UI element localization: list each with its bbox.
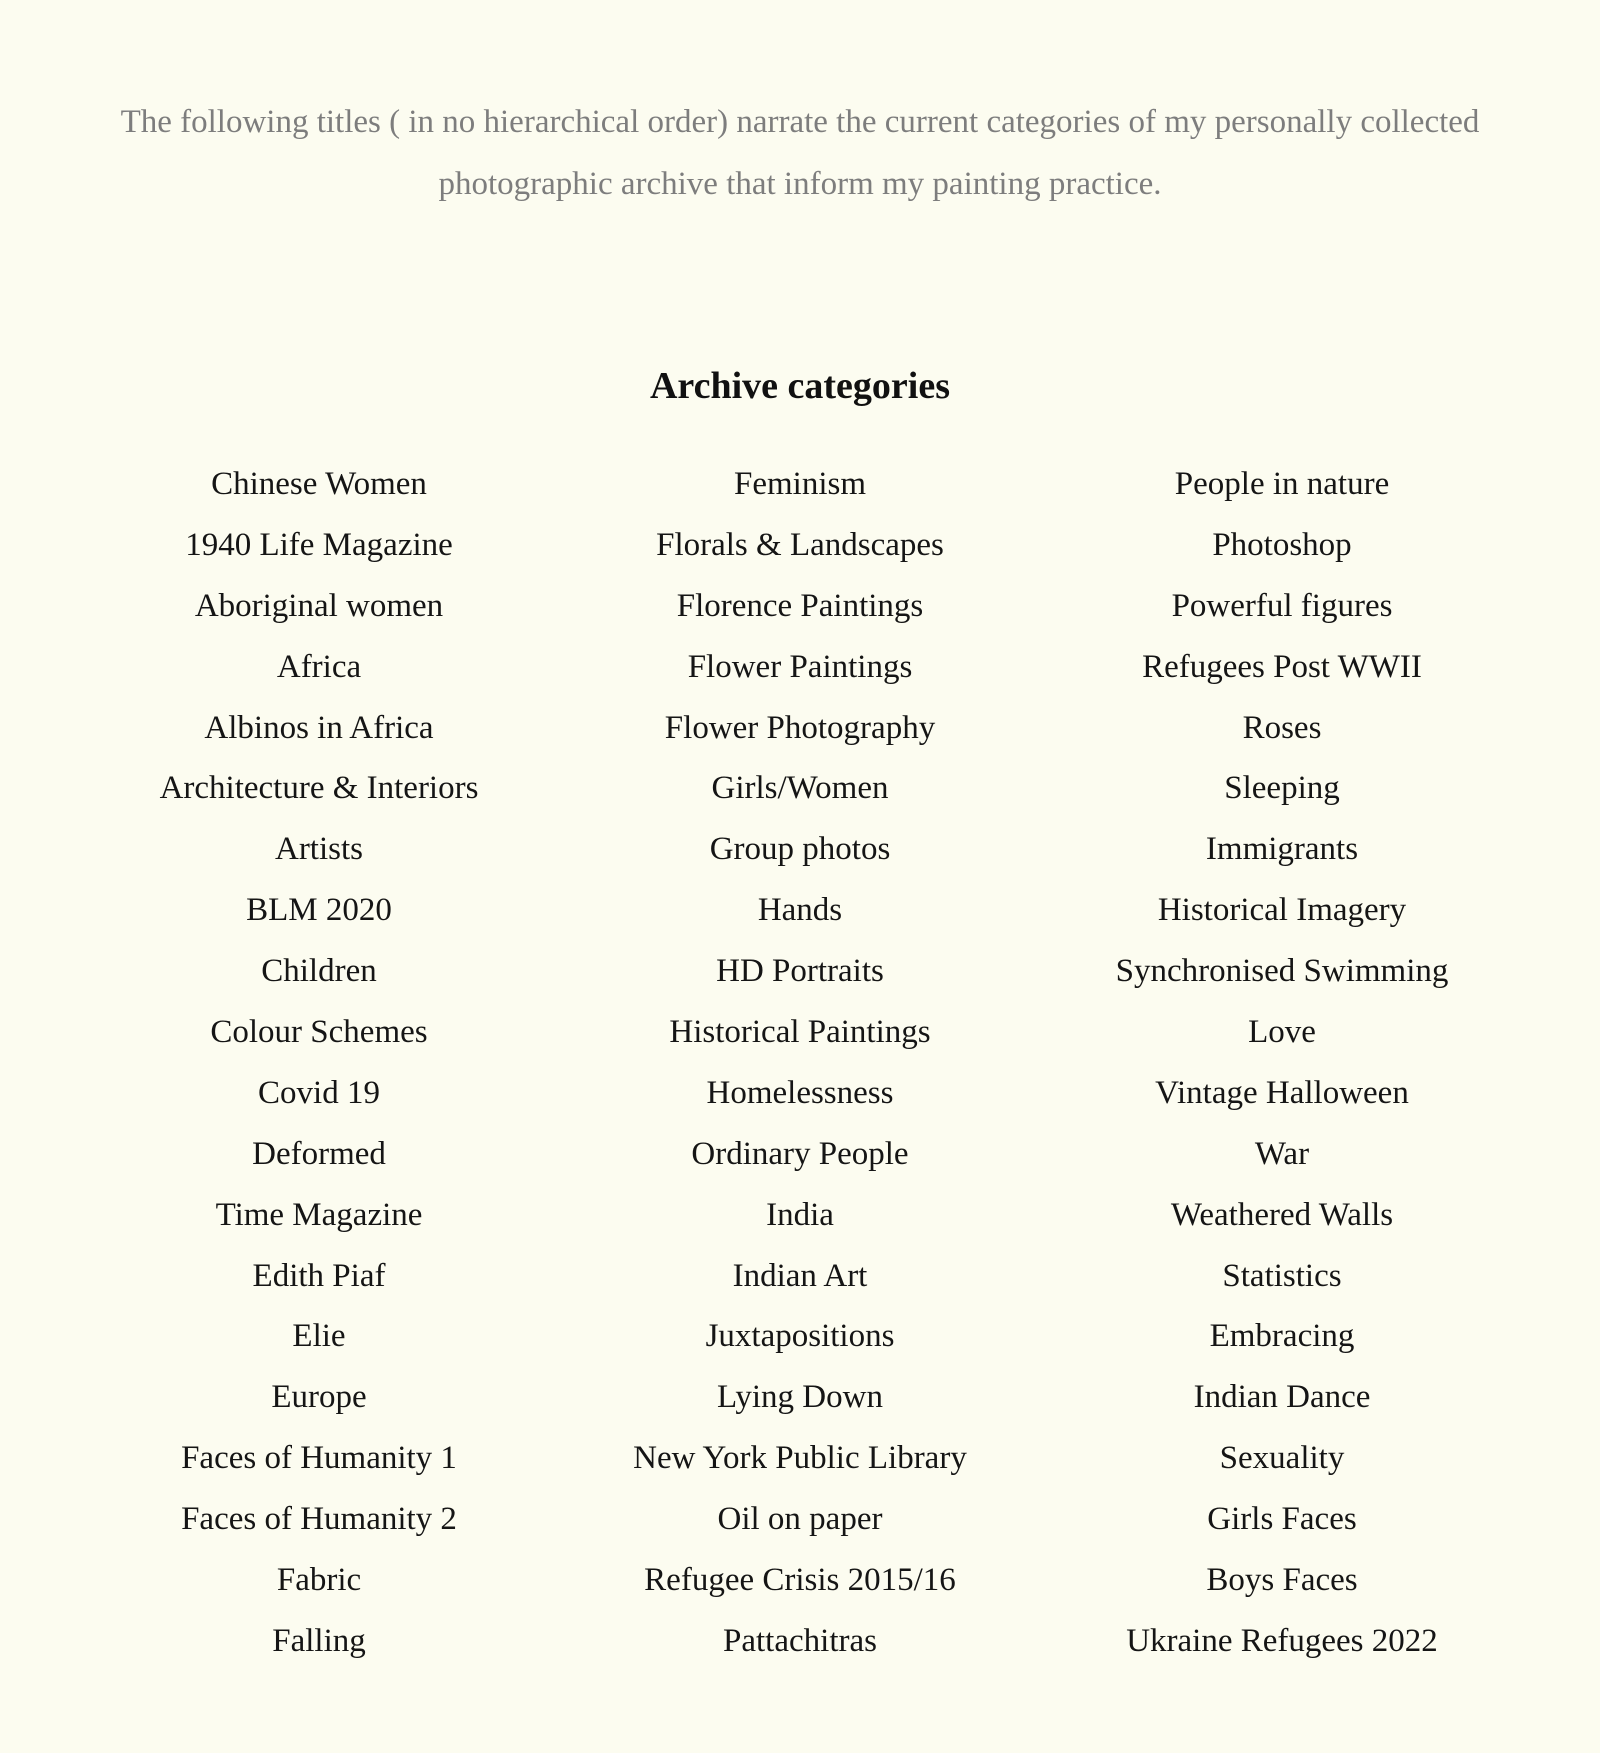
category-link[interactable]: Boys Faces [1206, 1562, 1358, 1599]
category-link[interactable]: Girls Faces [1207, 1501, 1357, 1538]
category-link[interactable]: Deformed [252, 1135, 386, 1172]
archive-heading: Archive categories [649, 364, 950, 407]
category-link[interactable]: Sexuality [1219, 1440, 1345, 1477]
category-link[interactable]: Florence Paintings [676, 587, 924, 624]
category-link[interactable]: Powerful figures [1171, 587, 1393, 624]
category-link[interactable]: HD Portraits [716, 953, 884, 990]
category-link[interactable]: Time Magazine [215, 1196, 423, 1233]
category-link[interactable]: Africa [276, 648, 362, 685]
category-link[interactable]: Embracing [1209, 1318, 1355, 1355]
category-link[interactable]: Ordinary People [691, 1135, 909, 1172]
category-link[interactable]: New York Public Library [633, 1440, 967, 1477]
category-link[interactable]: Vintage Halloween [1155, 1074, 1409, 1111]
category-link[interactable]: Refugees Post WWII [1142, 648, 1422, 685]
category-link[interactable]: Statistics [1222, 1257, 1342, 1294]
category-link[interactable]: Feminism [733, 466, 867, 502]
category-link[interactable]: 1940 Life Magazine [185, 526, 453, 563]
category-link[interactable]: Lying Down [717, 1379, 883, 1416]
category-link[interactable]: Artists [274, 831, 363, 868]
category-link[interactable]: Covid 19 [258, 1074, 380, 1111]
category-link[interactable]: Aboriginal women [194, 587, 444, 624]
category-column-2 [560, 454, 1040, 1672]
category-link[interactable]: Florals & Landscapes [656, 526, 944, 563]
intro-text: The following titles ( in no hierarchical order) narrate the current categories of my personally collected photographic archive that inform my painting practice. [120, 104, 1480, 202]
category-link[interactable]: Colour Schemes [210, 1014, 428, 1051]
category-link[interactable]: Photoshop [1212, 526, 1352, 563]
category-link[interactable]: Oil on paper [717, 1501, 883, 1538]
category-link[interactable]: India [766, 1196, 834, 1233]
category-link[interactable]: Homelessness [706, 1074, 894, 1111]
category-link[interactable]: Sleeping [1224, 770, 1340, 807]
category-link[interactable]: Fabric [276, 1562, 362, 1599]
category-link[interactable]: Faces of Humanity 2 [181, 1501, 457, 1538]
category-link[interactable]: People in nature [1174, 466, 1390, 502]
category-columns [0, 454, 1600, 1684]
category-link[interactable]: Europe [271, 1379, 367, 1416]
category-link[interactable]: Flower Photography [664, 709, 936, 746]
category-link[interactable]: Group photos [709, 831, 891, 868]
category-link[interactable]: Juxtapositions [705, 1318, 895, 1355]
category-link[interactable]: Historical Paintings [669, 1014, 931, 1051]
category-column-1 [79, 454, 559, 1672]
category-link[interactable]: Chinese Women [211, 466, 427, 502]
category-link[interactable]: Ukraine Refugees 2022 [1126, 1622, 1438, 1659]
category-link[interactable]: Elie [292, 1318, 346, 1355]
category-link[interactable]: Edith Piaf [252, 1257, 386, 1294]
category-link[interactable]: Roses [1242, 709, 1322, 746]
category-link[interactable]: Love [1248, 1014, 1316, 1051]
category-link[interactable]: Immigrants [1205, 831, 1359, 868]
category-column-3 [1042, 454, 1522, 1672]
category-link[interactable]: Architecture & Interiors [159, 770, 479, 807]
category-link[interactable]: Flower Paintings [687, 648, 913, 685]
category-link[interactable]: Faces of Humanity 1 [181, 1440, 457, 1477]
category-link[interactable]: War [1254, 1135, 1310, 1172]
category-link[interactable]: BLM 2020 [246, 892, 392, 929]
category-link[interactable]: Indian Art [732, 1257, 868, 1294]
category-link[interactable]: Hands [757, 892, 843, 929]
category-link[interactable]: Weathered Walls [1170, 1196, 1394, 1233]
category-link[interactable]: Falling [272, 1622, 366, 1659]
category-link[interactable]: Historical Imagery [1157, 892, 1407, 929]
category-link[interactable]: Synchronised Swimming [1115, 953, 1449, 990]
category-link[interactable]: Children [261, 953, 377, 990]
category-link[interactable]: Indian Dance [1193, 1379, 1371, 1416]
category-link[interactable]: Refugee Crisis 2015/16 [644, 1562, 956, 1599]
category-link[interactable]: Pattachitras [723, 1622, 877, 1659]
category-link[interactable]: Albinos in Africa [204, 709, 434, 746]
category-link[interactable]: Girls/Women [711, 770, 889, 807]
